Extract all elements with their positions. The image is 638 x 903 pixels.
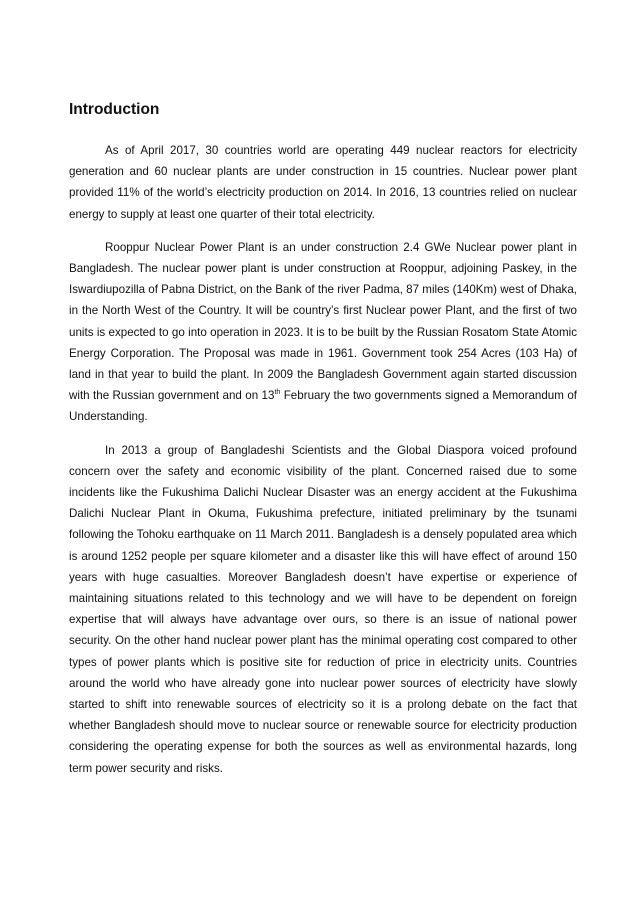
paragraph-rooppur-plant <box>69 237 577 428</box>
document-page <box>69 100 577 791</box>
paragraph-nuclear-statistics: As of April 2017, 30 countries world are operating 449 nuclear reactors for electricity generation and 60 nuclear plants are under construction in 15 countries. Nuclear power plant provided 11% of the world’s electricity production on 2014. In 2016, 13 countries relied on nuclear energy to supply at least one quarter of their total electricity. <box>69 144 577 221</box>
paragraph-rooppur-text-end: February the two governments signed a Memorandum of Understanding. <box>69 389 577 424</box>
paragraph-rooppur-text: Rooppur Nuclear Power Plant is an under construction 2.4 GWe Nuclear power plant in Bangladesh. The nuclear power plant is under construction at Rooppur, adjoining Paskey, in the Iswardiupozilla of Pabna District, on the Bank of the river Padma, 87 miles (140Km) west of Dhaka, in the North West of the Country. It will be country’s first Nuclear power Plant, and the first of two units is expected to go into operation in 2023. It is to be built by the Russian Rosatom State Atomic Energy Corporation. The Proposal was made in 1961. Government took 254 Acres (103 Ha) of land in that year to build the plant. In 2009 the Bangladesh Government again started discussion with the Russian government and on 13 <box>69 240 577 403</box>
ordinal-superscript: th <box>274 389 281 397</box>
section-heading: Introduction <box>69 101 160 118</box>
paragraph-safety-concerns: In 2013 a group of Bangladeshi Scientists and the Global Diaspora voiced profound concern over the safety and economic visibility of the plant. Concerned raised due to some incidents like the Fukushima Dalichi Nuclear Disaster was an energy accident at the Fukushima Dalichi Nuclear Plant in Okuma, Fukushima prefecture, initiated preliminary by the tsunami following the Tohoku earthquake on 11 March 2011. Bangladesh is a densely populated area which is around 1252 people per square kilometer and a disaster like this will have effect of around 150 years with huge casualties. Moreover Bangladesh doesn’t have expertise or experience of maintaining situations related to this technology and we will have to be dependent on foreign expertise that will always have advantage over ours, so there is an issue of national power security. On the other hand nuclear power plant has the minimal operating cost compared to other types of power plants which is positive site for reduction of price in electricity units. Countries around the world who have already gone into nuclear power sources of electricity have slowly started to shift into renewable sources of electricity so it is a prolong debate on the fact that whether Bangladesh should move to nuclear source or renewable source for electricity production considering the operating expense for both the sources as well as environmental hazards, long term power security and risks. <box>69 443 577 775</box>
